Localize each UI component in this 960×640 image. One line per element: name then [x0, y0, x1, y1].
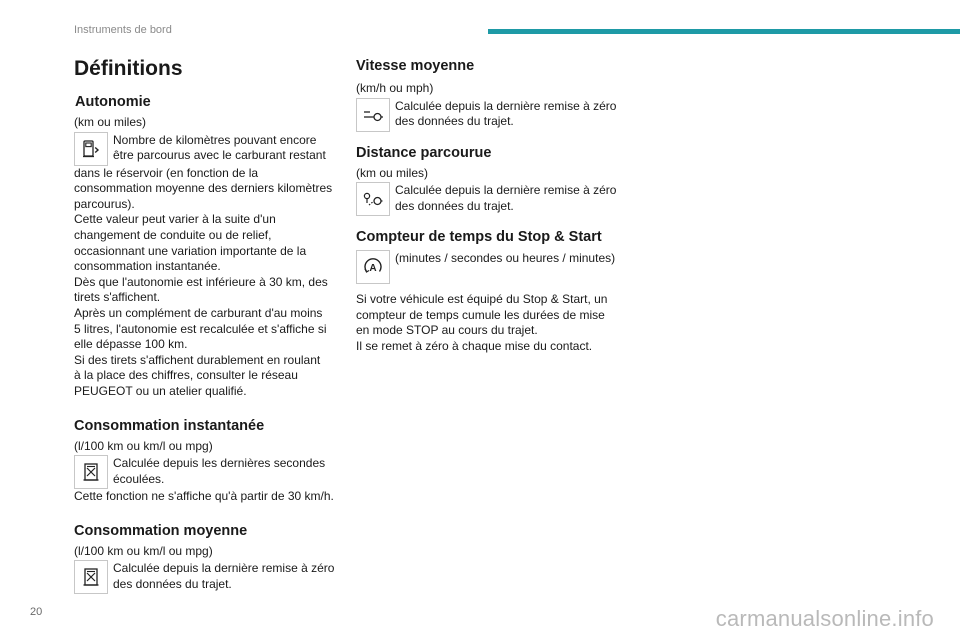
section-title-stop-start: Compteur de temps du Stop & Start — [356, 229, 602, 246]
icon-row-average — [74, 560, 344, 594]
page-title: Définitions — [74, 57, 183, 80]
body-autonomie: dans le réservoir (en fonction de la consommation moyenne des derniers kilomètres parcourus). Cette valeur peut varier à la suite d'un changement de conduite ou de relief, occasionnant une variation importante de la consommation instantanée. Dès que l'autonomie est inférieure à 30 km, des tirets s'affichent. Après un complément de carburant d'au moins 5 litres, l'autonomie est recalculée et s'affiche si elle dépasse 100 km. Si des tirets s'affichent durablement en roulant à la place des chiffres, consulter le réseau PEUGEOT ou un atelier qualifié. — [74, 165, 333, 398]
section-stop-start — [356, 228, 632, 354]
section-autonomie — [74, 93, 344, 400]
desc-stop-start: (minutes / secondes ou heures / minutes) — [395, 251, 616, 266]
section-title-average: Consommation moyenne — [74, 522, 248, 539]
desc-autonomie: Nombre de kilomètres pouvant encore être parcourus avec le carburant restant — [113, 132, 326, 163]
unit-instant: (l/100 km ou km/l ou mpg) — [74, 438, 213, 453]
icon-row-speed — [356, 98, 632, 132]
right-column — [356, 57, 632, 355]
section-distance — [356, 144, 632, 217]
page-number: 20 — [30, 606, 43, 618]
section-speed — [356, 57, 632, 132]
section-title-distance: Distance parcourue — [356, 144, 492, 161]
icon-row-distance — [356, 182, 632, 216]
distance-travelled-icon — [356, 182, 390, 216]
section-header: Instruments de bord — [74, 24, 172, 36]
header-accent-bar — [488, 29, 960, 34]
fuel-consumption-icon — [74, 455, 108, 489]
icon-row-autonomie — [74, 132, 344, 166]
average-speed-icon — [356, 98, 390, 132]
body-instant: Cette fonction ne s'affiche qu'à partir de 30 km/h. — [74, 489, 334, 504]
stop-start-icon-letter: A — [369, 263, 377, 275]
desc-instant: Calculée depuis les dernières secondes écoulées. — [113, 456, 326, 486]
stop-start-icon — [356, 250, 390, 284]
icon-row-stop-start — [356, 250, 632, 284]
section-average — [74, 522, 344, 595]
desc-average: Calculée depuis la dernière remise à zéro des données du trajet. — [113, 561, 335, 591]
icon-row-instant — [74, 455, 344, 489]
fuel-pump-range-icon — [74, 132, 108, 166]
fuel-consumption-icon — [74, 560, 108, 594]
unit-speed: (km/h ou mph) — [356, 81, 434, 95]
desc-speed: Calculée depuis la dernière remise à zéro des données du trajet. — [395, 98, 617, 129]
body-stop-start: Si votre véhicule est équipé du Stop & Start, un compteur de temps cumule les durées de mise en mode STOP au cours du trajet. Il se remet à zéro à chaque mise du contact. — [356, 292, 608, 353]
section-instant — [74, 417, 344, 505]
section-title-autonomie: Autonomie — [75, 94, 151, 110]
section-title-speed: Vitesse moyenne — [356, 58, 475, 74]
unit-distance: (km ou miles) — [356, 165, 429, 180]
desc-distance: Calculée depuis la dernière remise à zéro des données du trajet. — [395, 183, 617, 213]
unit-autonomie: (km ou miles) — [74, 115, 147, 129]
left-column — [74, 93, 344, 594]
unit-average: (l/100 km ou km/l ou mpg) — [74, 543, 213, 558]
section-title-instant: Consommation instantanée — [74, 417, 265, 434]
watermark: carmanualsonline.info — [715, 606, 934, 631]
